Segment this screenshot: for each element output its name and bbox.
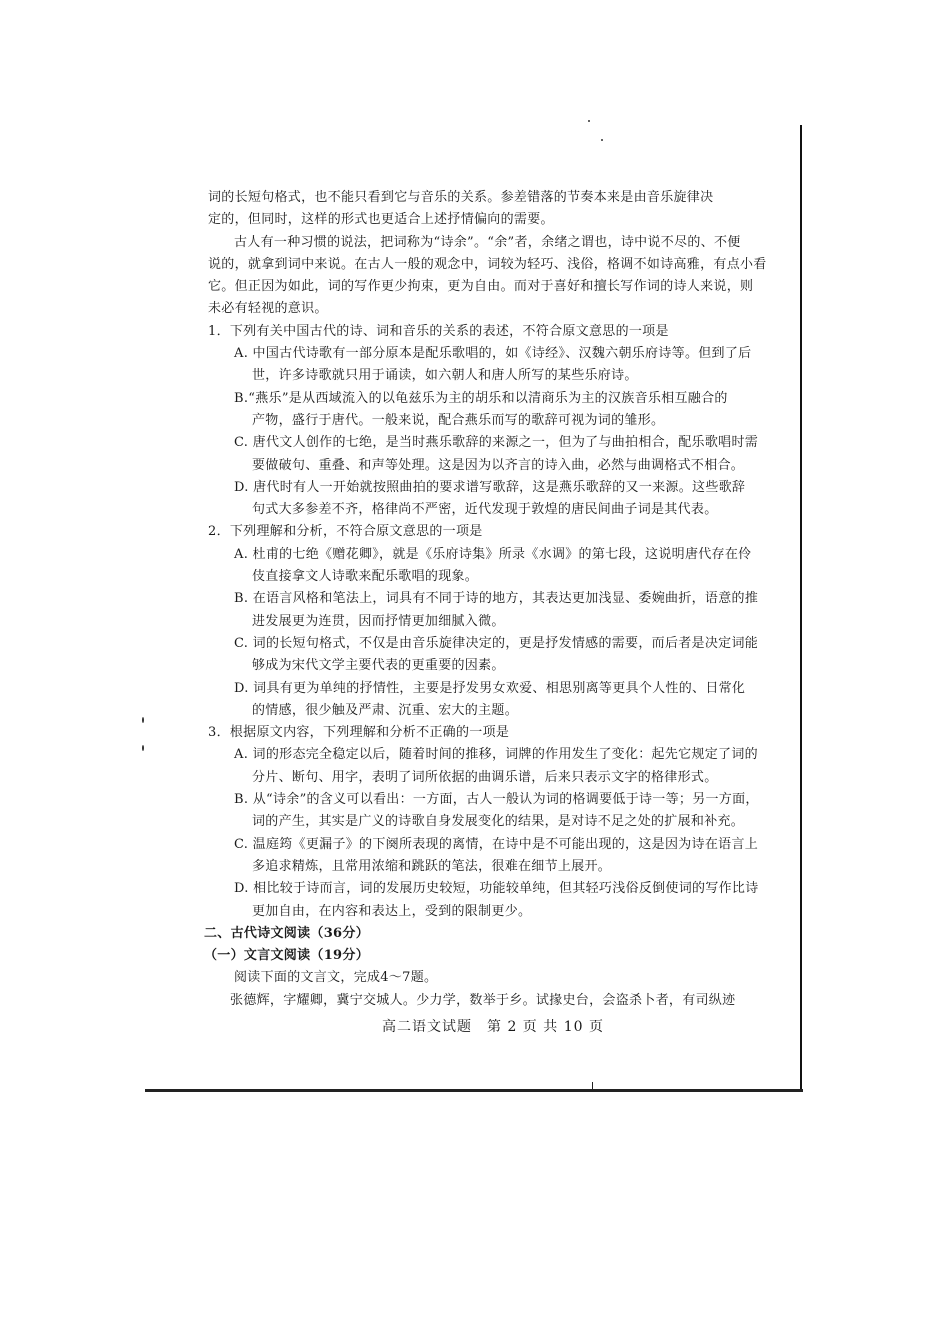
instruction-text: 阅读下面的文言文，完成4～7题。 (234, 970, 438, 986)
option-line: D. 相比较于诗而言，词的发展历史较短，功能较单纯，但其轻巧浅俗反倒使词的写作比诗 (234, 881, 759, 897)
option-line: 的情感，很少触及严肃、沉重、宏大的主题。 (252, 702, 519, 718)
bottom-rule (145, 1089, 803, 1092)
passage-line: 它。但正因为如此，词的写作更少拘束，更为自由。而对于喜好和擅长写作词的诗人来说，则 (208, 279, 754, 295)
option-line: A. 杜甫的七绝《赠花卿》，就是《乐府诗集》所录《水调》的第七段，这说明唐代存在伶 (234, 546, 752, 562)
scan-speck (142, 745, 144, 751)
option-line: 伎直接拿文人诗歌来配乐歌唱的现象。 (252, 569, 479, 585)
passage-line: 定的，但同时，这样的形式也更适合上述抒情偏向的需要。 (208, 212, 554, 228)
scan-speck (588, 120, 590, 122)
option-line: D. 词具有更为单纯的抒情性，主要是抒发男女欢爱、相思别离等更具个人性的、日常化 (234, 680, 746, 696)
fold-mark (592, 1082, 593, 1090)
option-line: 多追求精炼，且常用浓缩和跳跃的笔法，很难在细节上展开。 (252, 858, 612, 874)
option-line: 要做破句、重叠、和声等处理。这是因为以齐言的诗入曲，必然与曲调格式不相合。 (252, 457, 745, 473)
option-line: 世，许多诗歌就只用于诵读，如六朝人和唐人所写的某些乐府诗。 (252, 368, 638, 384)
question-stem: 1．下列有关中国古代的诗、词和音乐的关系的表述，不符合原文意思的一项是 (208, 323, 669, 339)
passage-line: 未必有轻视的意识。 (208, 301, 328, 317)
option-line: 分片、断句、用字，表明了词所依据的曲调乐谱，后来只表示文字的格律形式。 (252, 769, 718, 785)
page-footer: 高二语文试题 第 2 页 共 10 页 (382, 1019, 604, 1035)
classical-text-line: 张德辉，字耀卿，冀宁交城人。少力学，数举于乡。试掾史台，会盗杀卜者，有司纵迹 (230, 992, 736, 1008)
option-line: 进发展更为连贯，因而抒情更加细腻入微。 (252, 613, 505, 629)
scan-speck (142, 717, 144, 723)
option-line: 够成为宋代文学主要代表的更重要的因素。 (252, 658, 505, 674)
option-line: B.“燕乐”是从西域流入的以龟兹乐为主的胡乐和以清商乐为主的汉族音乐相互融合的 (234, 390, 728, 406)
scan-edge-line (800, 125, 802, 1090)
question-stem: 2．下列理解和分析，不符合原文意思的一项是 (208, 524, 483, 540)
option-line: 产物，盛行于唐代。一般来说，配合燕乐而写的歌辞可视为词的雏形。 (252, 412, 665, 428)
passage-line: 说的，就拿到词中来说。在古人一般的观念中，词较为轻巧、浅俗，格调不如诗高雅，有点小看 (208, 256, 767, 272)
section-heading: 二、古代诗文阅读（36分） (204, 925, 369, 941)
exam-content (204, 187, 778, 1012)
option-line: C. 词的长短句格式，不仅是由音乐旋律决定的，更是抒发情感的需要，而后者是决定词能 (234, 635, 759, 651)
option-line: B. 从“诗余”的含义可以看出：一方面，古人一般认为词的格调要低于诗一等；另一方面， (234, 792, 759, 808)
passage-line: 古人有一种习惯的说法，把词称为“诗余”。“余”者，余绪之谓也，诗中说不尽的、不便 (234, 234, 741, 250)
subsection-heading: （一）文言文阅读（19分） (204, 948, 369, 964)
option-line: 词的产生，其实是广义的诗歌自身发展变化的结果，是对诗不足之处的扩展和补充。 (252, 814, 745, 830)
option-line: 更加自由，在内容和表达上，受到的限制更少。 (252, 903, 532, 919)
option-line: A. 词的形态完全稳定以后，随着时间的推移，词牌的作用发生了变化：起先它规定了词的 (234, 747, 758, 763)
option-line: 句式大多参差不齐，格律尚不严密，近代发现于敦煌的唐民间曲子词是其代表。 (252, 502, 718, 518)
scan-speck (601, 139, 603, 141)
question-stem: 3．根据原文内容，下列理解和分析不正确的一项是 (208, 725, 510, 741)
option-line: B. 在语言风格和笔法上，词具有不同于诗的地方，其表达更加浅显、委婉曲折，语意的推 (234, 591, 759, 607)
option-line: C. 温庭筠《更漏子》的下阕所表现的离情，在诗中是不可能出现的，这是因为诗在语言上 (234, 836, 759, 852)
option-line: A. 中国古代诗歌有一部分原本是配乐歌唱的，如《诗经》、汉魏六朝乐府诗等。但到了后 (234, 346, 752, 362)
option-line: D. 唐代时有人一开始就按照曲拍的要求谱写歌辞，这是燕乐歌辞的又一来源。这些歌辞 (234, 479, 746, 495)
passage-line: 词的长短句格式，也不能只看到它与音乐的关系。参差错落的节奏本来是由音乐旋律决 (208, 190, 714, 205)
option-line: C. 唐代文人创作的七绝，是当时燕乐歌辞的来源之一，但为了与曲拍相合，配乐歌唱时需 (234, 435, 759, 451)
